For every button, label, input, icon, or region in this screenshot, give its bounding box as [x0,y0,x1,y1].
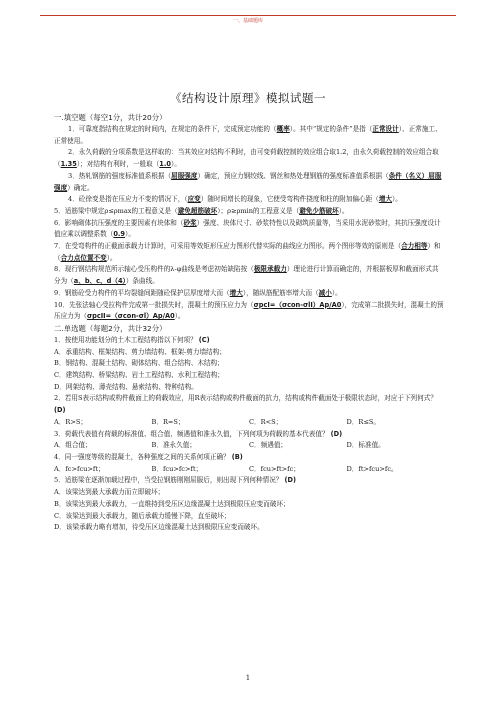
answer: 应变 [187,195,201,204]
answer: 屈服强度 [171,171,198,180]
answer: 合力点位置不变 [60,253,107,262]
option: D．ft>fcu>fc。 [346,464,398,473]
document-title: 《结构设计原理》模拟试题一 [170,91,326,105]
question-1-7: 7．在受弯构件的正截面承载力计算时，可采用等效矩形压应力图形代替实际的曲线应力图形。两个图形等效的原则是（合力相等）和（合力点位置不变）。 [54,242,441,262]
answer: (D) [54,406,66,415]
option: A．fc>fcu>ft； [54,464,105,473]
question-1-3: 3．热轧钢筋的强度标准值系根据（屈服强度）确定，预应力钢绞线、钢丝和热处理钢筋的强度标准值系根据（条件（名义）屈服强度）确定。 [54,171,442,192]
question-2-1: 1．按使用功能划分的土木工程结构指以下何项？ (C) [54,335,210,344]
question-1-4: 4．砼徐变是指在压应力不变的情况下，（应变）随时间增长的现象，它使受弯构件挠度和柱的附加偏心距（增大）。 [68,195,402,204]
question-2-3: 3．荷载代表值有荷载的标准值、组合值、频遇值和准永久值，下列何项为荷载的基本代表值？ (D) [54,429,343,438]
option: B．钢结构、混凝土结构、砌体结构、组合结构、木结构； [54,359,224,368]
question-2-5: 5．适筋梁在逐渐加载过程中，当受拉钢筋刚刚屈服后，则出现下列何种情况？ (D) [54,476,297,485]
option: B．准永久值； [151,441,196,450]
answer: σpcII=（σcon-σl）Ap/A0 [86,312,175,321]
section-heading-single-choice: 二.单选题（每题2分，共计32分） [54,323,167,333]
question-1-2: 2．永久荷载的分项系数是这样取的：当其效应对结构不利时，由可变荷载控制的效应组合取1.2，由永久荷载控制的效应组合取（1.35）；对结构有利时，一般取（1.0）。 [54,148,439,169]
answer: σpcI=（σcon-σlI）Ap/A0 [253,300,342,309]
option: A．该梁达到最大承载力而立即破坏； [54,488,165,497]
answer: 砂浆 [183,218,197,227]
answer: (B) [231,452,243,461]
answer: (D) [284,476,297,485]
page-number: 1 [245,674,251,682]
question-2-4: 4．同一强度等级的混凝土，各种强度之间的关系何项正确？ (B) [54,452,243,461]
option: B．fcu>fc>ft； [151,464,203,473]
header-text: 一、基础题库 [232,18,263,24]
option: A．承重结构、框架结构、剪力墙结构、框架-剪力墙结构； [54,347,226,356]
document-body [54,112,444,534]
question-1-8: 8．现行钢结构规范所示轴心受压构件的λ-φ曲线是考虑初始缺陷按（极限承载力）理论进行计算而确定的，并根据板厚和截面形式共分为（a、b、c、d（4））条曲线。 [54,265,439,286]
question-1-10: 10．先张法轴心受拉构件完成第一批损失时，混凝土的预压应力为（σpcI=（σcon-σlI）Ap/A0），完成第二批损失时，混凝土的预压应力为（σpcII=（σcon-σl）Ap/A0）。 [54,300,444,321]
answer: a、b、c、d（4） [73,277,126,286]
answer: 极限承载力 [253,265,287,274]
header-rule [40,15,456,16]
section-heading-fill-in: 一.填空题（每空1分，共计20分） [54,113,167,122]
question-2-2: 2．若用S表示结构或构件截面上的荷载效应，用R表示结构或构件截面的抗力，结构或构件截面处于极限状态时，对应于下列何式？ (D) [54,394,437,415]
question-1-6: 6．影响砌体抗压强度的主要因素有块体和（砂浆）强度、块体尺寸、砂浆特性以及砌筑质量等，当采用水泥砂浆时，其抗压强度设计值应乘以调整系数（0.9）。 [54,218,441,239]
answer: (C) [198,335,210,344]
question-1-9: 9．钢筋砼受力构件的平均裂缝间距随砼保护层厚度增大而（增大），随纵筋配筋率增大而（减小）。 [54,288,342,297]
answer: (D) [330,429,343,438]
option: D．R≤S。 [346,417,380,426]
question-1-1: 1．可靠度指结构在规定的时间内，在规定的条件下，完成预定功能的（概率）。其中“规定的条件”是指（正常设计）、正常施工、正常使用。 [54,125,442,145]
option: C．R<S； [249,417,283,426]
option: C．fcu>ft>fc； [249,464,300,473]
option: C．建筑结构、桥梁结构、岩土工程结构、水利工程结构； [54,371,224,380]
option: A．组合值； [54,441,92,450]
answer: 1.0 [159,160,171,169]
option: C．频遇值； [249,441,288,450]
answer: 条件（名义）屈服强度 [54,171,442,192]
option: B．该梁达到最大承载力，一直维持到受压区边缘混凝土达到极限压应变而破坏； [54,499,290,508]
option: B．R=S； [151,417,185,426]
answer: 0.9 [113,230,126,239]
option: A．R>S； [54,417,87,426]
answer: 增大 [378,195,392,204]
answer: 合力相等 [401,242,428,251]
answer: 概率 [276,125,290,133]
option: D．网架结构、薄壳结构、悬索结构、特种结构。 [54,382,198,391]
options-row [54,464,444,476]
question-1-5: 5．适筋梁中规定ρ≤ρmax的工程意义是（避免超筋破坏）；ρ≥ρmin的工程意义是（避免少筋破坏）。 [54,206,349,215]
answer: 正常设计 [372,125,399,133]
option: C．该梁达到最大承载力，随后承载力缓慢下降，直至破坏； [54,511,231,520]
option: D．该梁承载力略有增加，待受压区边缘混凝土达到极限压应变而破坏。 [54,523,264,532]
option: D．标准值。 [346,441,385,450]
answer: 避免超筋破坏 [177,206,218,215]
answer: 1.35 [60,160,77,169]
answer: 避免少筋破坏 [299,206,339,215]
options-row [54,417,444,429]
answer: 增大 [229,288,243,297]
running-header [0,0,496,24]
options-row [54,440,444,452]
answer: 减小 [318,288,332,297]
